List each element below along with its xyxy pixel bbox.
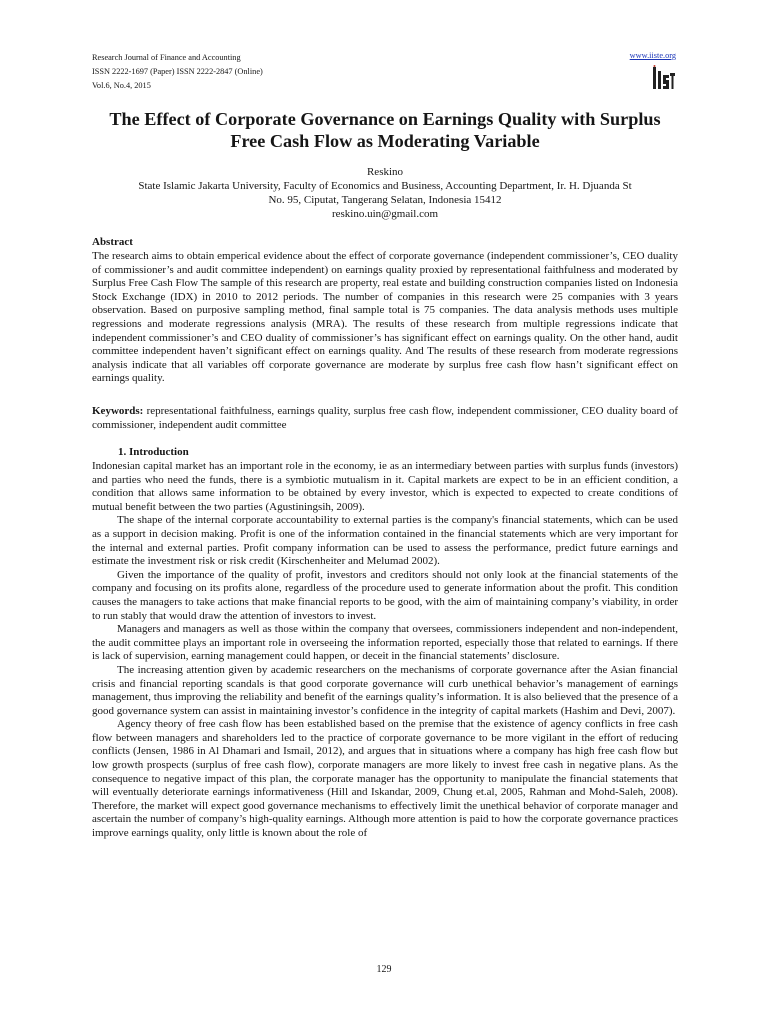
introduction-body (92, 460, 678, 841)
keywords-label: Keywords: (92, 405, 144, 417)
paragraph: Indonesian capital market has an important role in the economy, ie as an intermediary between parties with surplus funds (investors) and parties who need the funds, there is a symbiotic mutualism in it. Capital markets are expect to be in an efficient condition, a condition that allows same information to be obtained by every investor, which is expected to expected to create conditions of mutual benefit between the two parties (Agustiningsih, 2009). (92, 460, 678, 513)
journal-website-link[interactable]: www.iiste.org (629, 51, 676, 60)
journal-volume: Vol.6, No.4, 2015 (92, 81, 151, 90)
paragraph: Given the importance of the quality of profit, investors and creditors should not only look at the financial statements of the company and focusing on its profits alone, regardless of the procedure used to generate information about the profit. This condition causes the managers to take actions that make financial reports to be good, with the aim of maintaining company’s viability, in order to run stably that would draw the attention of investors to invest. (92, 568, 678, 622)
author-affiliation-line2: No. 95, Ciputat, Tangerang Selatan, Indonesia 15412 (268, 194, 502, 206)
journal-issn: ISSN 2222-1697 (Paper) ISSN 2222-2847 (Online) (92, 67, 263, 76)
iiste-logo-icon (652, 65, 676, 91)
author-affiliation-line1: State Islamic Jakarta University, Faculty of Economics and Business, Accounting Department, Ir. H. Djuanda St (138, 180, 632, 192)
page-number: 129 (376, 964, 392, 975)
author-name: Reskino (366, 166, 404, 178)
section-heading-introduction: 1. Introduction (118, 446, 189, 458)
paragraph: Managers and managers as well as those within the company that oversees, commissioners independent and non-independent, the audit committee plays an important role in overseeing the information reported, especially those that related to earnings. If there is lack of supervision, earning management could happen, or deceit in the financial statements’ disclosure. (92, 623, 678, 663)
abstract-text: The research aims to obtain emperical evidence about the effect of corporate governance (independent commissioner’s, CEO duality of commissioner’s and audit committee independent) on earnings quality proxied by representational faithfulness and moderated by Surplus Free Cash Flow The sample of this research are property, real estate and building construction companies listed on Indonesia Stock Exchange (IDX) in 2010 to 2012 periods. The number of companies in this research were 25 companies with 3 years observation. Based on purposive sampling method, final sample total is 75 companies. The data analysis methods uses multiple regressions and moderate regressions analysis (MRA). The results of these research from multiple regressions indicate that independent commissioner’s and CEO duality of commissioner’s has significant effect on earnings quality. On the other hand, audit committee independent haven’t significant effect on earnings quality. And The results of these research from moderate regressions analysis indicate that all variables off corporate governance are moderate by surplus free cash flow hasn’t significant effect on earnings quality. (92, 250, 678, 385)
paragraph: The increasing attention given by academic researchers on the mechanisms of corporate governance after the Asian financial crisis and financial reporting scandals is that good corporate governance will curb unethical behavior’s management of earnings management, thus improving the reliability and benefit of the earnings quality’s information. It is also believed that the presence of a good governance system can assist in maintaining investor’s confidence in the integrity of capital markets (Hashim and Devi, 2007). (92, 663, 678, 717)
keywords (92, 405, 678, 432)
abstract-heading: Abstract (92, 236, 133, 248)
keywords-text: representational faithfulness, earnings quality, surplus free cash flow, independent commissioner, CEO duality board of commissioner, independent audit committee (92, 405, 679, 431)
journal-name: Research Journal of Finance and Accounting (92, 53, 241, 62)
paper-title: The Effect of Corporate Governance on Earnings Quality with Surplus Free Cash Flow as Moderating Variable (109, 109, 661, 151)
paragraph: The shape of the internal corporate accountability to external parties is the company's financial statements, which can be used as a support in decision making. Profit is one of the information contained in the financial statements which are very important for the internal and external parties. Profit company information can be used to assess the performance, predict future earnings and estimate the investment risk or risk credit (Kirschenheiter and Melumad 2002). (92, 514, 678, 568)
author-email: reskino.uin@gmail.com (331, 208, 439, 220)
paragraph: Agency theory of free cash flow has been established based on the premise that the existence of agency conflicts in free cash flow between managers and shareholders led to the practice of corporate governance to be more vigilant in the effort of reducing conflicts (Jensen, 1986 in Al Dhamari and Ismail, 2012), and argues that in situations where a company has high free cash flow but low growth prospects (surplus of free cash flow), corporate managers are more likely to invest free cash in negative plans. As the consequence to negative impact of this plan, the corporate manager has the opportunity to manipulate the financial statements that will eventually deteriorate earnings informativeness (Hill and Iskandar, 2009, Chung et.al, 2005, Rahman and Mohd-Saleh, 2008). Therefore, the market will expect good governance mechanisms to effectively limit the unethical behavior of corporate manager and ascertain the number of company’s high-quality earnings. Although more attention is paid to how the corporate governance practices improve earnings quality, only little is known about the role of (92, 718, 678, 840)
